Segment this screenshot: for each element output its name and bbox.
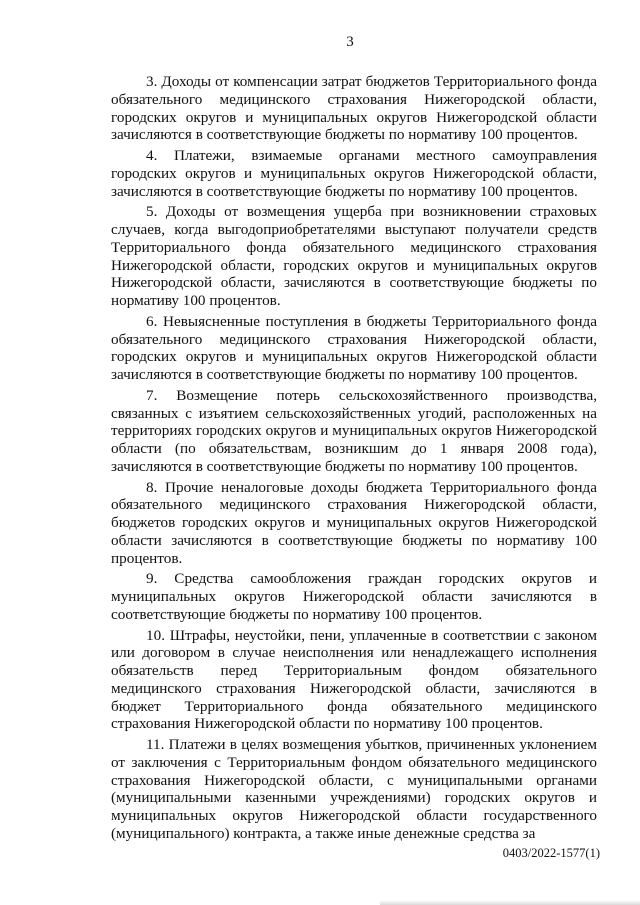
paragraph-7: 7. Возмещение потерь сельскохозяйственного производства, связанных с изъятием сельскохозяйственных угодий, расположенных на территориях городских округов и муниципальных округов Нижегородской области (по обязательствам, возникшим до 1 января 2008 года), зачисляются в соответствующие бюджеты по нормативу 100 процентов.	[111, 386, 597, 475]
paragraph-8: 8. Прочие неналоговые доходы бюджета Территориального фонда обязательного медицинского страхования Нижегородской области, бюджетов городских округов и муниципальных округов Нижегородской области зачисляются в соответствующие бюджеты по нормативу 100 процентов.	[111, 478, 597, 567]
page-number: 3	[346, 34, 354, 50]
paragraph-9: 9. Средства самообложения граждан городских округов и муниципальных округов Нижегородской области зачисляются в соответствующие бюджеты по нормативу 100 процентов.	[111, 570, 597, 623]
paragraph-11: 11. Платежи в целях возмещения убытков, причиненных уклонением от заключения с Территориальным фондом обязательного медицинского страхования Нижегородской области, с муниципальными органами (муниципальными казенными учреждениями) городских округов и муниципальных округов Нижегородской области государственного (муниципального) контракта, а также иные денежные средства за	[111, 736, 597, 842]
paragraph-3: 3. Доходы от компенсации затрат бюджетов Территориального фонда обязательного медицинского страхования Нижегородской области, городских округов и муниципальных округов Нижегородской области зачисляются в соответствующие бюджеты по нормативу 100 процентов.	[111, 73, 597, 144]
document-code: 0403/2022-1577(1)	[502, 846, 600, 860]
scan-edge-artifact	[380, 900, 640, 905]
paragraph-6: 6. Невыясненные поступления в бюджеты Территориального фонда обязательного медицинского страхования Нижегородской области, городских округов и муниципальных округов Нижегородской области зачисляются в соответствующие бюджеты по нормативу 100 процентов.	[111, 312, 597, 383]
paragraph-10: 10. Штрафы, неустойки, пени, уплаченные в соответствии с законом или договором в случае неисполнения или ненадлежащего исполнения обязательств перед Территориальным фондом обязательного медицинского страхования Нижегородской области, зачисляются в бюджет Территориального фонда обязательного медицинского страхования Нижегородской области по нормативу 100 процентов.	[111, 626, 597, 733]
paragraph-5: 5. Доходы от возмещения ущерба при возникновении страховых случаев, когда выгодоприобретателями выступают получатели средств Территориального фонда обязательного медицинского страхования Нижегородской области, городских округов и муниципальных округов Нижегородской области, зачисляются в соответствующие бюджеты по нормативу 100 процентов.	[111, 203, 597, 309]
paragraph-4: 4. Платежи, взимаемые органами местного самоуправления городских округов и муниципальных округов Нижегородской области, зачисляются в соответствующие бюджеты по нормативу 100 процентов.	[111, 147, 597, 200]
document-body	[111, 73, 597, 846]
